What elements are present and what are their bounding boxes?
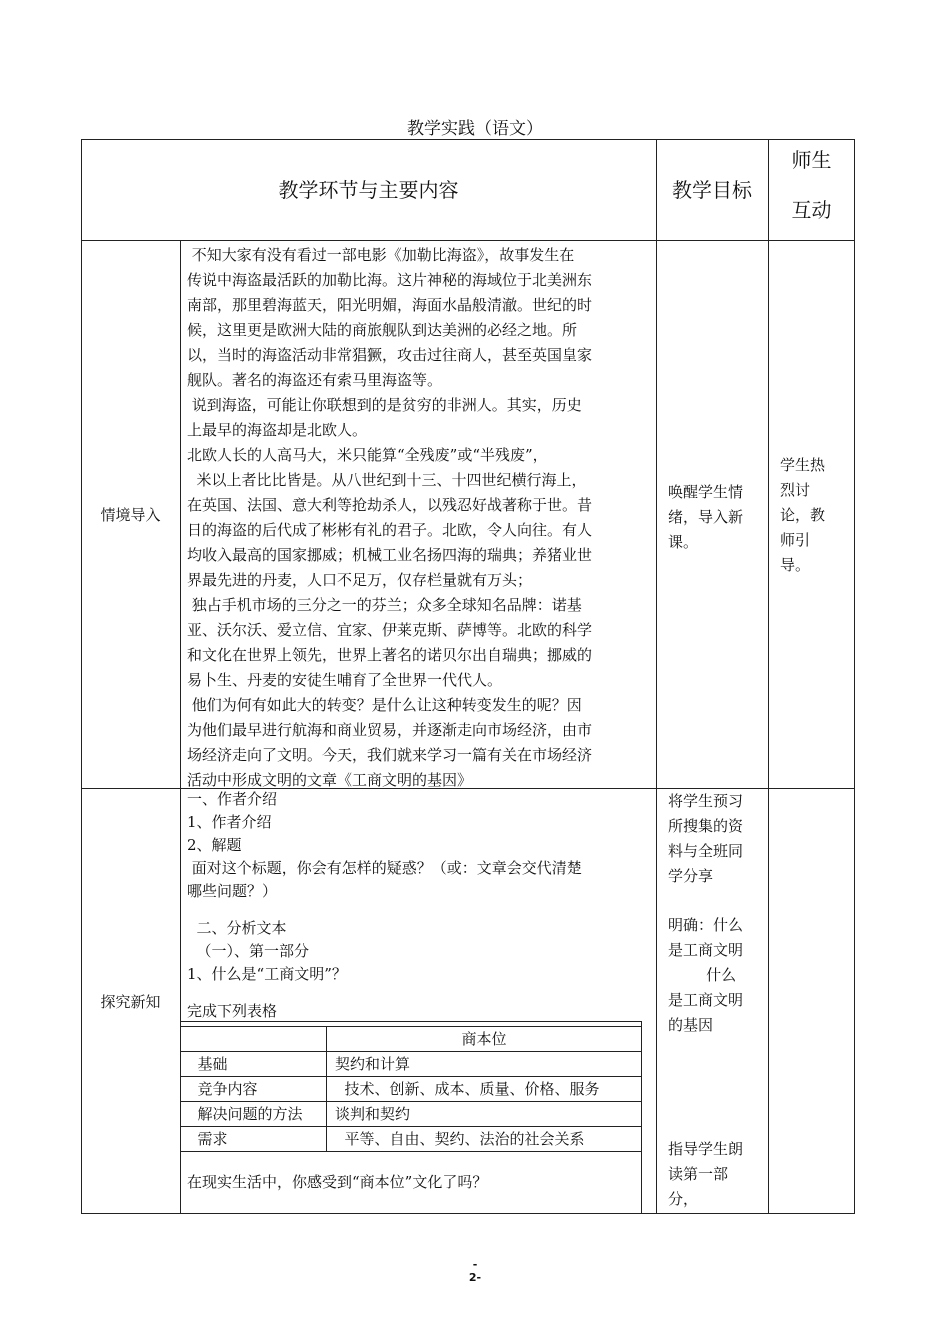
text-line: 所搜集的资 xyxy=(668,817,744,835)
table-row xyxy=(180,1077,642,1102)
header-goal: 教学目标 xyxy=(672,178,752,202)
page-number: 2- xyxy=(468,1271,482,1284)
header-interact-line1: 师生 xyxy=(791,148,832,172)
business-standard-table xyxy=(180,1026,642,1152)
text-line: 读第一部 xyxy=(668,1165,729,1183)
text-line: 不知大家有没有看过一部电影《加勒比海盗》，故事发生在 xyxy=(187,246,575,264)
text-line: 为他们最早进行航海和商业贸易，并逐渐走向市场经济，由市 xyxy=(187,721,593,739)
text-line: 均收入最高的国家挪威；机械工业名扬四海的瑞典；养猪业世 xyxy=(187,546,593,564)
text-line: 一、作者介绍 xyxy=(187,790,278,808)
text-line: 传说中海盗最活跃的加勒比海。这片神秘的海域位于北美洲东 xyxy=(187,271,593,289)
header-interact-line2: 互动 xyxy=(791,198,832,222)
text-line: 绪，导入新 xyxy=(668,508,744,526)
text-line: 米以上者比比皆是。从八世纪到十三、十四世纪横行海上， xyxy=(187,471,587,489)
text-line: 学分享 xyxy=(668,867,714,885)
text-line: 明确：什么 xyxy=(668,916,744,934)
stage-label-intro: 情境导入 xyxy=(100,506,161,524)
text-line: 北欧人长的人高马大，米只能算“全残废”或“半残废”， xyxy=(187,446,548,464)
text-line: 1、作者介绍 xyxy=(187,813,272,831)
intro-interact xyxy=(780,453,854,578)
text-line: 日的海盗的后代成了彬彬有礼的君子。北欧，令人向往。有人 xyxy=(187,521,593,539)
text-line: 亚、沃尔沃、爱立信、宜家、伊莱克斯、萨博等。北欧的科学 xyxy=(187,621,593,639)
inner-table-header: 商本位 xyxy=(327,1027,642,1052)
table-cell-key: 需求 xyxy=(180,1127,327,1152)
text-line: 界最先进的丹麦，人口不足万，仅存栏量就有万头； xyxy=(187,571,533,589)
text-line: 和文化在世界上领先，世界上著名的诺贝尔出自瑞典；挪威的 xyxy=(187,646,593,664)
inner-table-topline xyxy=(180,1021,642,1022)
text-line: 指导学生朗 xyxy=(668,1140,744,1158)
text-line: 课。 xyxy=(668,533,699,551)
text-line: 易卜生、丹麦的安徒生哺育了全世界一代代人。 xyxy=(187,671,503,689)
text-line: 在英国、法国、意大利等抢劫杀人，以残忍好战著称于世。昔 xyxy=(187,496,593,514)
explore-content-top xyxy=(187,788,653,903)
text-line: 场经济走向了文明。今天，我们就来学习一篇有关在市场经济 xyxy=(187,746,593,764)
table-cell-key: 解决问题的方法 xyxy=(180,1102,327,1127)
text-line: 上最早的海盗却是北欧人。 xyxy=(187,421,368,439)
text-line: 二、分析文本 xyxy=(187,919,287,937)
text-line: 2、解题 xyxy=(187,836,242,854)
table-cell-key: 基础 xyxy=(180,1052,327,1077)
table-row xyxy=(180,1052,642,1077)
text-line: 舰队。著名的海盗还有索马里海盗等。 xyxy=(187,371,443,389)
inner-table-header-blank xyxy=(180,1027,327,1052)
row-divider-header xyxy=(81,240,855,241)
explore-goal-share xyxy=(668,789,766,889)
text-line: 独占手机市场的三分之一的芬兰；众多全球知名品牌：诺基 xyxy=(187,596,582,614)
text-line: 烈讨 xyxy=(780,481,811,499)
text-line: 他们为何有如此大的转变？是什么让这种转变发生的呢？因 xyxy=(187,696,582,714)
table-row xyxy=(180,1102,642,1127)
table-row xyxy=(180,1127,642,1152)
table-cell-value: 契约和计算 xyxy=(327,1052,642,1077)
explore-content-mid xyxy=(187,917,653,986)
page-footer-dash: - xyxy=(472,1258,478,1271)
table-caption: 完成下列表格 xyxy=(187,1002,278,1020)
stage-label-explore: 探究新知 xyxy=(100,993,161,1011)
text-line: 面对这个标题，你会有怎样的疑惑？（或：文章会交代清楚 xyxy=(187,859,582,877)
text-line: 活动中形成文明的文章《工商文明的基因》 xyxy=(187,771,473,789)
text-line: （一）、第一部分 xyxy=(187,942,310,960)
text-line: 什么 xyxy=(668,966,737,984)
text-line: 将学生预习 xyxy=(668,792,744,810)
reflection-question: 在现实生活中，你感受到“商本位”文化了吗？ xyxy=(187,1173,488,1191)
text-line: 的基因 xyxy=(668,1016,714,1034)
explore-goal-read xyxy=(668,1137,766,1212)
intro-content xyxy=(187,243,653,793)
text-line: 师引 xyxy=(780,531,811,549)
text-line: 是工商文明 xyxy=(668,941,744,959)
text-line: 以，当时的海盗活动非常猖獗，攻击过往商人，甚至英国皇家 xyxy=(187,346,593,364)
text-line: 学生热 xyxy=(780,456,826,474)
text-line: 唤醒学生情 xyxy=(668,483,744,501)
header-main: 教学环节与主要内容 xyxy=(278,178,459,202)
text-line: 论，教 xyxy=(780,506,826,524)
document-title: 教学实践（语文） xyxy=(407,119,543,139)
table-cell-key: 竞争内容 xyxy=(180,1077,327,1102)
text-line: 导。 xyxy=(780,556,811,574)
table-cell-value: 技术、创新、成本、质量、价格、服务 xyxy=(327,1077,642,1102)
col-divider-goal xyxy=(768,139,769,1214)
text-line: 说到海盗，可能让你联想到的是贫穷的非洲人。其实，历史 xyxy=(187,396,582,414)
text-line: 候，这里更是欧洲大陆的商旅舰队到达美洲的必经之地。所 xyxy=(187,321,578,339)
table-cell-value: 谈判和契约 xyxy=(327,1102,642,1127)
text-line: 南部，那里碧海蓝天，阳光明媚，海面水晶般清澈。世纪的时 xyxy=(187,296,593,314)
text-line: 哪些问题？） xyxy=(187,882,278,900)
table-cell-value: 平等、自由、契约、法治的社会关系 xyxy=(327,1127,642,1152)
explore-goal-clarify xyxy=(668,913,766,1038)
text-line: 1、什么是“工商文明”？ xyxy=(187,965,347,983)
inner-table-header-row xyxy=(180,1027,642,1052)
text-line: 是工商文明 xyxy=(668,991,744,1009)
col-divider-main xyxy=(656,139,657,1214)
text-line: 分， xyxy=(668,1190,699,1208)
intro-goal xyxy=(668,480,766,555)
text-line: 料与全班同 xyxy=(668,842,744,860)
